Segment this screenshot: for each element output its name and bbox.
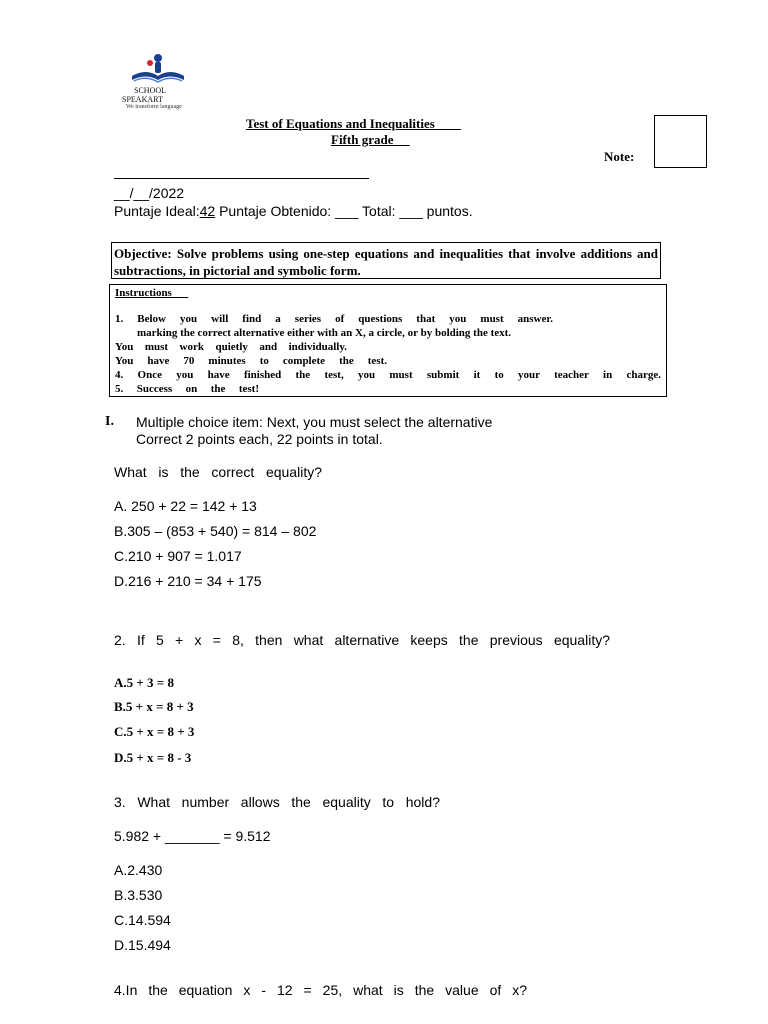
q3-option-a[interactable]: A.2.430 — [114, 862, 163, 878]
logo-line1: SCHOOL — [134, 86, 167, 95]
q3-option-d[interactable]: D.15.494 — [114, 937, 171, 953]
logo-graphic-icon — [112, 50, 204, 86]
instruction-item: marking the correct alternative either with an X, a circle, or by bolding the text. — [137, 327, 512, 339]
instruction-item: 4. Once you have finished the test, you must submit it to your teacher in charge. — [115, 369, 661, 381]
instruction-item: 1. Below you will find a series of questions that you must answer. — [115, 313, 553, 325]
school-logo — [112, 50, 204, 112]
q1-option-a[interactable]: A. 250 + 22 = 142 + 13 — [114, 498, 257, 514]
q1-option-b[interactable]: B.305 – (853 + 540) = 814 – 802 — [114, 523, 317, 539]
section-instruction: Multiple choice item: Next, you must select the alternative — [136, 414, 493, 430]
q3-equation[interactable]: 5.982 + _______ = 9.512 — [114, 828, 271, 844]
section-points: Correct 2 points each, 22 points in total. — [136, 431, 383, 447]
ideal-score: 42 — [199, 203, 216, 219]
objective-box: Objective: Solve problems using one-step equations and inequalities that involve additions and subtractions, in pictorial and symbolic form. — [111, 242, 661, 279]
question-4: 4.In the equation x - 12 = 25, what is the value of x? — [114, 982, 527, 998]
instruction-item: 5. Success on the test! — [115, 383, 259, 395]
q1-option-c[interactable]: C.210 + 907 = 1.017 — [114, 548, 242, 564]
instructions-title: Instructions — [115, 287, 172, 299]
score-line: Puntaje Ideal:42 Puntaje Obtenido: ___ Total: ___ puntos. — [114, 203, 473, 219]
question-1: What is the correct equality? — [114, 464, 322, 480]
question-2: 2. If 5 + x = 8, then what alternative keeps the previous equality? — [114, 632, 610, 648]
instruction-item: You have 70 minutes to complete the test. — [115, 355, 387, 367]
instructions-box — [109, 284, 667, 397]
note-box[interactable] — [654, 115, 707, 168]
question-3: 3. What number allows the equality to hold? — [114, 794, 440, 810]
q2-option-d[interactable]: D.5 + x = 8 - 3 — [114, 750, 192, 765]
logo-tagline: We transform language — [126, 104, 182, 110]
logo-line2: SPEAKART — [122, 95, 163, 104]
page-title: Test of Equations and Inequalities — [246, 116, 435, 131]
instruction-item: You must work quietly and individually. — [115, 341, 347, 353]
q2-option-a[interactable]: A.5 + 3 = 8 — [114, 675, 174, 690]
name-line[interactable] — [114, 178, 369, 179]
date-field[interactable]: __/__/2022 — [114, 185, 185, 201]
section-numeral: I. — [105, 414, 114, 429]
q2-option-b[interactable]: B.5 + x = 8 + 3 — [114, 699, 194, 714]
q1-option-d[interactable]: D.216 + 210 = 34 + 175 — [114, 573, 262, 589]
q3-option-c[interactable]: C.14.594 — [114, 912, 171, 928]
q2-option-c[interactable]: C.5 + x = 8 + 3 — [114, 724, 195, 739]
note-label: Note: — [604, 149, 635, 164]
q3-option-b[interactable]: B.3.530 — [114, 887, 163, 903]
page-subtitle: Fifth grade — [331, 132, 394, 147]
